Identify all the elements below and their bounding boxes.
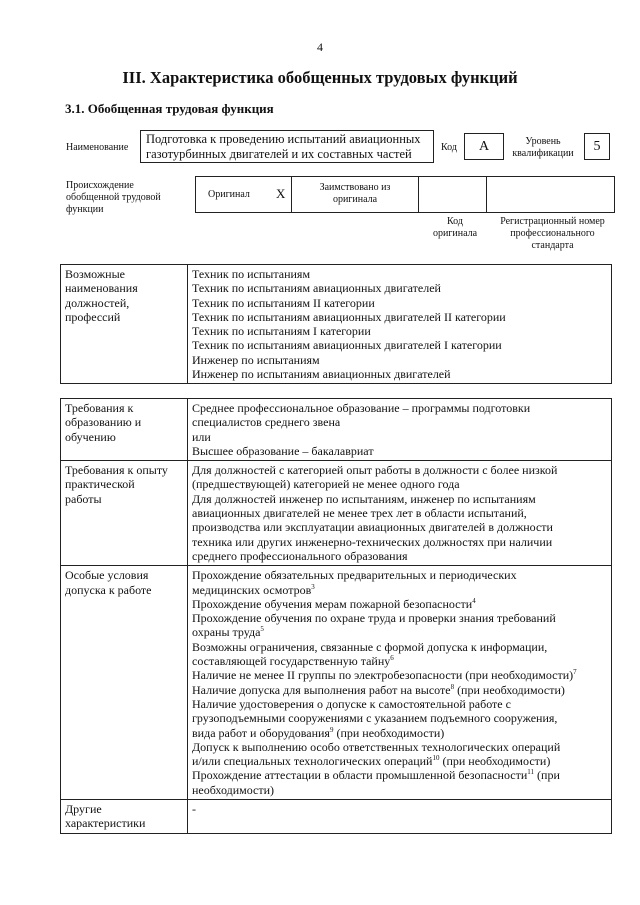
position-item: Техник по испытаниям I категории [192,324,371,339]
other-label-line: характеристики [65,816,146,831]
borrowed-line: оригинала [332,194,378,205]
naimenovanie-line: газотурбинных двигателей и их составных частей [146,147,412,161]
experience-line: производства или эксплуатации авиационных двигателей в должности [192,520,553,535]
special-line-text: Прохождение аттестации в области промышленной безопасности [192,768,528,783]
origin-table [195,176,615,213]
special-line [192,768,607,782]
special-row [61,566,612,800]
proiskhozhdenie-label-line: Происхождение [66,180,134,191]
reg-number-line: стандарта [531,240,574,251]
special-line [192,740,607,754]
naimenovanie-line: Подготовка к проведению испытаний авиационных [146,132,421,146]
education-label [61,399,188,461]
special-line-tail: (при необходимости) [454,682,565,697]
experience-line: Для должностей инженер по испытаниям, инженер по испытаниям [192,491,536,506]
experience-line: Для должностей с категорией опыт работы в должности с более низкой [192,463,558,478]
special-line [192,783,607,797]
special-line [192,711,607,725]
education-line: или [192,429,211,444]
special-line-text: Прохождение обязательных предварительных и периодических [192,568,517,583]
special-line [192,654,607,668]
footnote-ref: 10 [432,754,440,763]
footnote-ref: 9 [329,725,334,734]
borrowed-label [292,182,418,206]
positions-label-line: Возможные [65,267,125,281]
level-label-line: Уровень [525,136,561,147]
borrowed-line: Заимствовано из [319,182,391,193]
special-line-text: необходимости) [192,782,275,797]
education-line: Высшее образование – бакалавриат [192,443,374,458]
special-line-text: Прохождение обучения по охране труда и проверки знания требований [192,611,556,626]
level-value: 5 [584,133,610,160]
special-line-text: грузоподъемными сооружениями с указанием подъемного сооружения, [192,711,558,726]
special-value [188,566,612,800]
position-item: Инженер по испытаниям авиационных двигателей [192,367,451,382]
footnote-ref: 4 [472,596,476,605]
reg-number-line: Регистрационный номер [500,216,605,227]
positions-label-line: профессий [65,309,121,324]
reg-number-line: профессионального [510,228,595,239]
reg-number-label [490,216,615,252]
special-line [192,668,607,682]
experience-label-line: работы [65,491,102,506]
education-label-line: Требования к [65,401,134,415]
proiskhozhdenie-label-line: функции [66,204,104,215]
other-value: - [188,800,612,834]
special-line-text: и/или специальных технологических операций [192,754,433,769]
experience-row [61,461,612,566]
experience-line: техника или других инженерно-технических должностях при наличии [192,534,553,549]
experience-label-line: Требования к опыту [65,463,168,478]
education-label-line: образованию и [65,415,142,430]
special-line-text: Наличие не менее II группы по электробезопасности (при необходимости) [192,668,574,683]
subsection-heading: 3.1. Обобщенная трудовая функция [65,101,274,116]
naimenovanie-value [140,130,434,163]
kod-label: Код [441,142,457,153]
special-line [192,625,607,639]
special-line-text: Наличие удостоверения о допуске к самостоятельной работе с [192,696,511,711]
special-line-tail: (при [534,768,560,783]
position-item: Инженер по испытаниям [192,352,320,367]
special-line [192,726,607,740]
education-value [188,399,612,461]
experience-line: (предшествующей) категорией не менее одного года [192,477,460,492]
requirements-table [60,398,612,834]
position-item: Техник по испытаниям II категории [192,295,375,310]
special-line [192,754,607,768]
kod-value: А [464,133,504,160]
special-line-text: Допуск к выполнению особо ответственных технологических операций [192,739,561,754]
level-label-line: квалификации [512,148,574,159]
special-line [192,697,607,711]
original-label: Оригинал [208,189,250,200]
naimenovanie-label: Наименование [66,142,129,153]
experience-label-line: практической [65,477,135,492]
positions-label-line: наименования [65,281,138,296]
original-mark: Х [276,186,286,201]
special-line-text: составляющей государственную тайну [192,654,391,669]
footnote-ref: 8 [450,682,455,691]
experience-line: авиационных двигателей не менее трех лет в области испытаний, [192,506,527,521]
kod-originala-label [420,216,490,240]
footnote-ref: 6 [390,654,394,663]
experience-label [61,461,188,566]
special-line-text: вида работ и оборудования [192,725,330,740]
other-label-line: Другие [65,802,102,817]
level-label [508,136,578,160]
special-line [192,597,607,611]
special-line-text: медицинских осмотров [192,582,312,597]
positions-table [60,264,612,384]
special-line-tail: (при необходимости) [333,725,445,740]
experience-value [188,461,612,566]
footnote-ref: 7 [573,668,577,677]
position-item: Техник по испытаниям авиационных двигателей I категории [192,338,502,353]
positions-list [188,265,612,384]
kod-originala-line: Код [447,216,463,227]
special-line-text: Возможны ограничения, связанные с формой допуска к информации, [192,639,548,654]
education-row [61,399,612,461]
special-line [192,683,607,697]
special-label-line: допуска к работе [65,582,152,597]
special-line [192,640,607,654]
special-line-text: охраны труда [192,625,261,640]
position-item: Техник по испытаниям авиационных двигателей [192,281,441,296]
positions-label [61,265,188,384]
footnote-ref: 11 [527,768,535,777]
special-label [61,566,188,800]
other-row [61,800,612,834]
position-item: Техник по испытаниям авиационных двигателей II категории [192,309,506,324]
special-line [192,611,607,625]
special-label-line: Особые условия [65,568,149,583]
education-line: специалистов среднего звена [192,415,341,430]
page-number: 4 [317,40,323,54]
education-label-line: обучению [65,429,116,444]
special-line [192,583,607,597]
special-line [192,568,607,582]
education-line: Среднее профессиональное образование – программы подготовки [192,401,531,415]
special-line-text: Прохождение обучения мерам пожарной безопасности [192,596,473,611]
proiskhozhdenie-label [66,180,161,216]
experience-line: среднего профессионального образования [192,548,408,563]
proiskhozhdenie-label-line: обобщенной трудовой [66,192,161,203]
footnote-ref: 3 [311,582,315,591]
positions-row [61,265,612,384]
positions-label-line: должностей, [65,295,130,310]
position-item: Техник по испытаниям [192,267,311,281]
special-line-text: Наличие допуска для выполнения работ на высоте [192,682,451,697]
footnote-ref: 5 [260,625,264,634]
kod-originala-line: оригинала [432,228,478,239]
section-heading: III. Характеристика обобщенных трудовых функций [122,68,518,87]
special-line-tail: (при необходимости) [439,754,551,769]
other-label [61,800,188,834]
